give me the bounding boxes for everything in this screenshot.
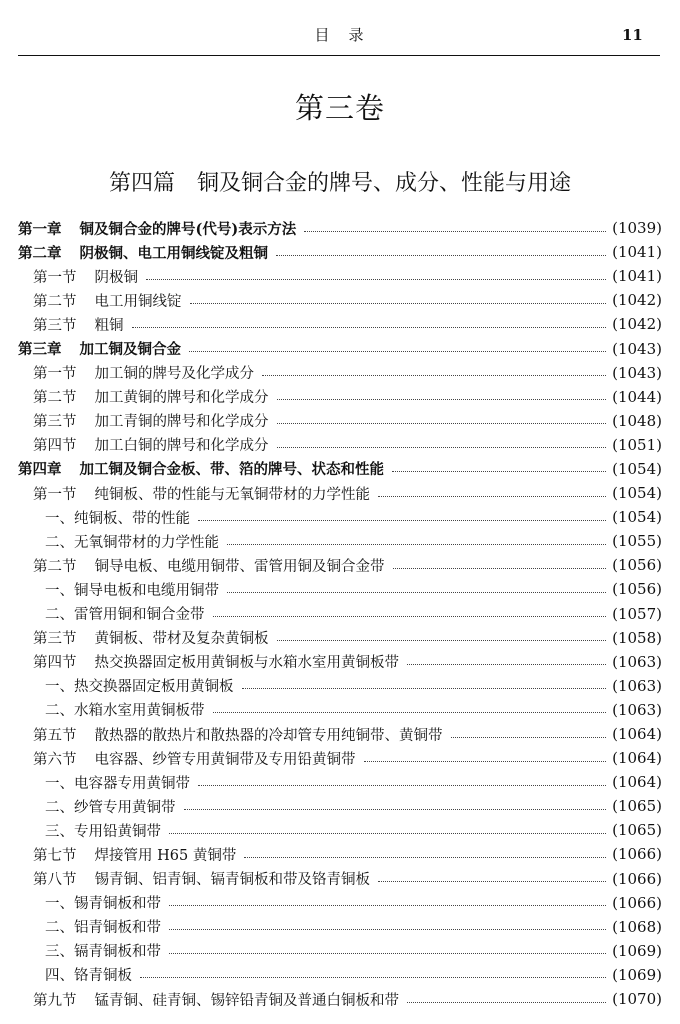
toc-entry-number: 第二节 (33, 293, 77, 310)
running-head (0, 24, 680, 46)
toc-entry-section (18, 481, 662, 505)
toc-entry-section (18, 867, 662, 891)
toc-entry-title: 加工白铜的牌号和化学成分 (94, 438, 269, 455)
toc-entry-title: 电工用铜线锭 (94, 293, 182, 310)
part-name: 铜及铜合金的牌号、成分、性能与用途 (197, 171, 572, 196)
dot-leader (169, 953, 606, 954)
dot-leader (190, 303, 607, 304)
toc-entry-page: (1041) (612, 243, 662, 262)
toc-entry-page: (1063) (612, 676, 662, 695)
toc-entry-page: (1043) (612, 339, 662, 358)
toc-entry-chapter (18, 336, 662, 360)
dot-leader (277, 447, 607, 448)
dot-leader (189, 351, 606, 352)
toc-entry-page: (1056) (612, 556, 662, 575)
toc-entry-item (18, 577, 662, 601)
toc-entry-item (18, 529, 662, 553)
toc-entry-title: 一、热交换器固定板用黄铜板 (45, 679, 234, 696)
toc-entry-title: 加工铜及铜合金板、带、箔的牌号、状态和性能 (79, 461, 384, 479)
dot-leader (169, 905, 606, 906)
dot-leader (276, 255, 606, 256)
dot-leader (227, 592, 606, 593)
toc-entry-number: 第九节 (33, 992, 77, 1009)
toc-entry-number: 第一节 (33, 269, 77, 286)
dot-leader (393, 568, 607, 569)
toc-entry-page: (1041) (612, 267, 662, 286)
dot-leader (140, 977, 606, 978)
toc-entry-number: 第四节 (33, 438, 77, 455)
dot-leader (213, 712, 607, 713)
toc-entry-number: 第三节 (33, 414, 77, 431)
running-head-title: 目 录 (314, 26, 366, 44)
dot-leader (451, 737, 607, 738)
header-rule (18, 55, 660, 56)
toc-entry-section (18, 312, 662, 336)
toc-entry-page: (1042) (612, 315, 662, 334)
toc-entry-section (18, 650, 662, 674)
toc-entry-title: 三、专用铅黄铜带 (45, 823, 161, 840)
dot-leader (277, 640, 607, 641)
dot-leader (242, 688, 607, 689)
toc-entry-section (18, 433, 662, 457)
toc-entry-number: 第三章 (18, 341, 62, 359)
dot-leader (407, 1002, 606, 1003)
toc-entry-title: 加工青铜的牌号和化学成分 (94, 414, 269, 431)
toc-entry-title: 铜及铜合金的牌号(代号)表示方法 (79, 220, 297, 238)
toc-entry-section (18, 626, 662, 650)
dot-leader (407, 664, 606, 665)
toc-entry-title: 铜导电板、电缆用铜带、雷管用铜及铜合金带 (94, 558, 385, 575)
toc-entry-page: (1057) (612, 604, 662, 623)
dot-leader (213, 616, 607, 617)
toc-entry-number: 第一节 (33, 486, 77, 503)
toc-entry-title: 加工黄铜的牌号和化学成分 (94, 390, 269, 407)
toc-entry-title: 加工铜及铜合金 (79, 341, 181, 359)
toc-entry-page: (1055) (612, 532, 662, 551)
dot-leader (244, 857, 606, 858)
toc-entry-title: 一、电容器专用黄铜带 (45, 775, 190, 792)
toc-entry-page: (1068) (612, 917, 662, 936)
dot-leader (198, 785, 606, 786)
toc-entry-number: 第三节 (33, 631, 77, 648)
toc-entry-title: 粗铜 (94, 317, 124, 334)
dot-leader (277, 399, 607, 400)
toc-entry-number: 第四章 (18, 461, 62, 479)
dot-leader (277, 423, 607, 424)
toc-entry-chapter (18, 216, 662, 240)
toc-entry-title: 二、水箱水室用黄铜板带 (45, 703, 205, 720)
toc-entry-section (18, 361, 662, 385)
toc-entry-title: 加工铜的牌号及化学成分 (94, 366, 254, 383)
toc-entry-item (18, 915, 662, 939)
part-number: 第四篇 (108, 171, 175, 196)
toc-entry-page: (1063) (612, 700, 662, 719)
toc-entry-page: (1044) (612, 387, 662, 406)
toc-entry-item (18, 602, 662, 626)
toc-entry-page: (1058) (612, 628, 662, 647)
toc-entry-section (18, 553, 662, 577)
toc-entry-page: (1042) (612, 291, 662, 310)
toc-entry-chapter (18, 240, 662, 264)
toc-entry-number: 第二章 (18, 244, 62, 262)
toc-entry-title: 三、镉青铜板和带 (45, 944, 161, 961)
dot-leader (169, 929, 606, 930)
toc-entry-number: 第二节 (33, 390, 77, 407)
toc-entry-number: 第一节 (33, 366, 77, 383)
toc-entry-item (18, 818, 662, 842)
dot-leader (304, 231, 606, 232)
dot-leader (184, 809, 607, 810)
toc-entry-title: 一、纯铜板、带的性能 (45, 510, 190, 527)
toc-entry-number: 第八节 (33, 872, 77, 889)
table-of-contents (18, 216, 662, 1011)
toc-entry-title: 电容器、纱管专用黄铜带及专用铅黄铜带 (94, 751, 356, 768)
dot-leader (392, 471, 606, 472)
toc-entry-section (18, 722, 662, 746)
toc-entry-title: 散热器的散热片和散热器的冷却管专用纯铜带、黄铜带 (94, 727, 443, 744)
toc-entry-chapter (18, 457, 662, 481)
toc-entry-title: 锡青铜、铝青铜、镉青铜板和带及铬青铜板 (94, 872, 370, 889)
toc-entry-title: 黄铜板、带材及复杂黄铜板 (94, 631, 269, 648)
toc-entry-page: (1070) (612, 990, 662, 1009)
toc-entry-title: 一、铜导电板和电缆用铜带 (45, 582, 219, 599)
toc-entry-section (18, 987, 662, 1011)
toc-entry-page: (1064) (612, 725, 662, 744)
toc-entry-number: 第三节 (33, 317, 77, 334)
toc-entry-number: 第五节 (33, 727, 77, 744)
toc-entry-page: (1054) (612, 459, 662, 478)
toc-entry-page: (1069) (612, 941, 662, 960)
toc-entry-title: 纯铜板、带的性能与无氧铜带材的力学性能 (94, 486, 370, 503)
toc-entry-item (18, 963, 662, 987)
toc-entry-number: 第一章 (18, 220, 62, 238)
toc-entry-item (18, 794, 662, 818)
toc-entry-item (18, 505, 662, 529)
toc-entry-page: (1039) (612, 219, 662, 238)
toc-entry-page: (1043) (612, 363, 662, 382)
toc-entry-page: (1069) (612, 965, 662, 984)
toc-entry-title: 阴极铜 (94, 269, 138, 286)
toc-entry-page: (1065) (612, 821, 662, 840)
toc-entry-title: 二、铝青铜板和带 (45, 920, 161, 937)
toc-entry-page: (1065) (612, 797, 662, 816)
toc-entry-title: 二、雷管用铜和铜合金带 (45, 607, 205, 624)
dot-leader (262, 375, 606, 376)
toc-entry-page: (1048) (612, 411, 662, 430)
toc-entry-title: 阴极铜、电工用铜线锭及粗铜 (79, 244, 268, 262)
page-number: 11 (622, 26, 643, 44)
toc-entry-page: (1051) (612, 435, 662, 454)
toc-entry-page: (1064) (612, 773, 662, 792)
toc-entry-section (18, 842, 662, 866)
dot-leader (378, 881, 606, 882)
dot-leader (378, 496, 606, 497)
toc-entry-section (18, 288, 662, 312)
toc-entry-page: (1066) (612, 845, 662, 864)
toc-entry-title: 锰青铜、硅青铜、锡锌铅青铜及普通白铜板和带 (94, 992, 399, 1009)
toc-entry-item (18, 698, 662, 722)
toc-entry-title: 二、纱管专用黄铜带 (45, 799, 176, 816)
toc-entry-title: 四、铬青铜板 (45, 968, 132, 985)
toc-entry-item (18, 939, 662, 963)
toc-entry-page: (1063) (612, 652, 662, 671)
dot-leader (227, 544, 606, 545)
toc-entry-item (18, 891, 662, 915)
toc-entry-section (18, 746, 662, 770)
toc-entry-number: 第六节 (33, 751, 77, 768)
toc-entry-page: (1064) (612, 749, 662, 768)
toc-entry-title: 一、锡青铜板和带 (45, 896, 161, 913)
toc-entry-page: (1066) (612, 893, 662, 912)
toc-entry-number: 第七节 (33, 847, 77, 864)
volume-title: 第三卷 (294, 91, 385, 125)
toc-entry-title: 二、无氧铜带材的力学性能 (45, 534, 219, 551)
dot-leader (146, 279, 606, 280)
toc-entry-item (18, 770, 662, 794)
toc-entry-page: (1054) (612, 508, 662, 527)
dot-leader (132, 327, 607, 328)
dot-leader (169, 833, 606, 834)
part-title (0, 166, 680, 197)
toc-entry-section (18, 264, 662, 288)
toc-entry-item (18, 674, 662, 698)
toc-entry-page: (1056) (612, 580, 662, 599)
toc-entry-page: (1054) (612, 484, 662, 503)
toc-entry-number: 第四节 (33, 655, 77, 672)
dot-leader (364, 761, 607, 762)
toc-entry-title: 热交换器固定板用黄铜板与水箱水室用黄铜板带 (94, 655, 399, 672)
toc-entry-page: (1066) (612, 869, 662, 888)
toc-entry-title: 焊接管用 H65 黄铜带 (94, 847, 237, 864)
toc-entry-section (18, 385, 662, 409)
toc-entry-section (18, 409, 662, 433)
toc-entry-number: 第二节 (33, 558, 77, 575)
dot-leader (198, 520, 606, 521)
